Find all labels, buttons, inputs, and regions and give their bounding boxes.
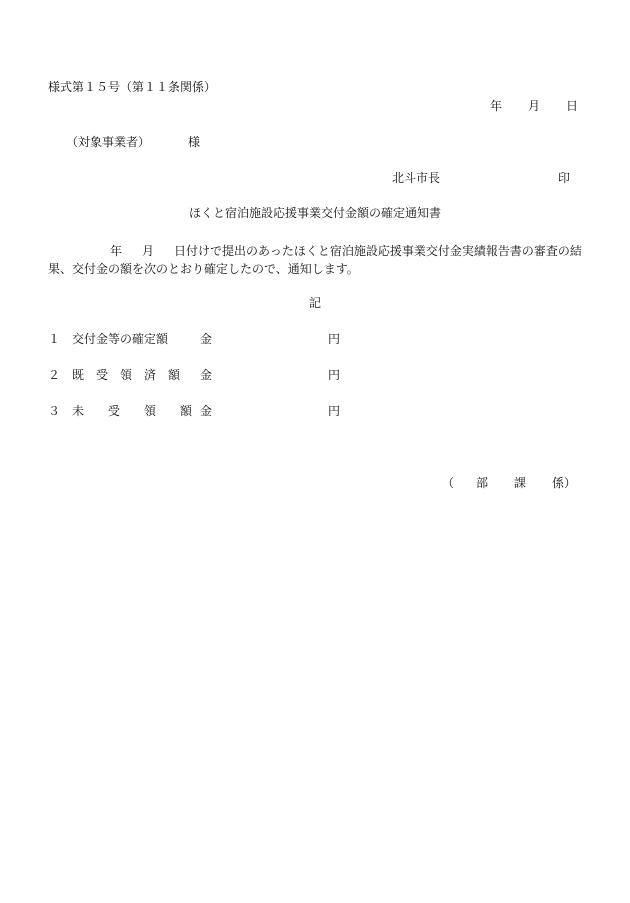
item-yen: 円 — [328, 332, 341, 346]
ki-heading: 記 — [308, 296, 321, 310]
recipient-honorific: 様 — [188, 135, 201, 149]
recipient-label: （対象事業者） — [66, 135, 151, 149]
body-text: 日付けで提出のあったほくと宿泊施設応援事業交付金実績報告書の審査の結果、交付金の額を次のとおり確定したので、通知します。 — [48, 244, 582, 276]
department-open: （ — [441, 476, 454, 490]
issuer-seal: 印 — [558, 171, 571, 185]
item-kin: 金 — [200, 368, 213, 382]
item-label: 未 受 領 額 — [72, 404, 193, 418]
item-label: 既 受 領 済 額 — [72, 368, 181, 382]
form-number: 様式第１５号（第１１条関係） — [48, 80, 217, 94]
item-kin: 金 — [200, 404, 213, 418]
body-month: 月 — [142, 244, 155, 258]
date-day: 日 — [565, 99, 578, 113]
item-number: ２ — [48, 368, 61, 382]
body-paragraph — [48, 242, 583, 278]
date-line — [490, 99, 578, 113]
item-kin: 金 — [200, 332, 213, 346]
issuer-line — [392, 171, 570, 185]
item-number: ３ — [48, 404, 61, 418]
department-bu: 部 — [475, 476, 488, 490]
body-year: 年 — [110, 244, 123, 258]
date-month: 月 — [527, 99, 540, 113]
recipient-line — [66, 135, 200, 149]
issuer-name: 北斗市長 — [392, 171, 441, 185]
item-yen: 円 — [328, 368, 341, 382]
department-line — [442, 476, 576, 490]
item-yen: 円 — [328, 404, 341, 418]
item-label: 交付金等の確定額 — [72, 332, 169, 346]
date-year: 年 — [489, 99, 502, 113]
item-number: １ — [48, 332, 61, 346]
department-kakari: 係） — [551, 476, 576, 490]
document-title: ほくと宿泊施設応援事業交付金額の確定通知書 — [188, 206, 441, 220]
department-ka: 課 — [513, 476, 526, 490]
